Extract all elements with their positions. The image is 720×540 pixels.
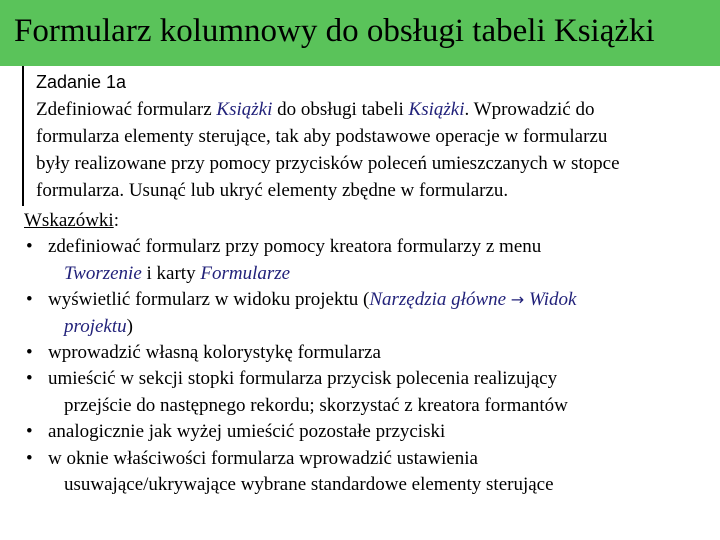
task-box xyxy=(22,66,720,206)
hints-section xyxy=(24,208,714,498)
hint-text: ) xyxy=(126,315,133,337)
bullet: • xyxy=(26,342,33,364)
hint-item xyxy=(24,446,714,499)
task-line xyxy=(36,96,716,123)
hint-item xyxy=(24,234,714,287)
task-description xyxy=(36,96,716,204)
bullet: • xyxy=(26,236,33,258)
task-heading: Zadanie 1a xyxy=(36,72,127,92)
task-line: formularza. Usunąć lub ukryć elementy zbędne w formularzu. xyxy=(36,180,509,201)
hint-text: wprowadzić własną kolorystykę formularza xyxy=(48,342,381,364)
menu-path-emphasis: Narzędzia główne xyxy=(369,289,511,311)
hints-title-colon: : xyxy=(113,210,119,231)
bullet: • xyxy=(26,421,33,443)
task-text-segment: . Wprowadzić do xyxy=(464,99,595,120)
slide-title: Formularz kolumnowy do obsługi tabeli Książki xyxy=(14,13,655,49)
task-text-segment: Zdefiniować formularz xyxy=(36,99,217,120)
hint-item xyxy=(24,366,714,419)
title-bar xyxy=(0,0,720,66)
task-text-segment: do obsługi tabeli xyxy=(272,99,409,120)
hint-list xyxy=(24,234,714,498)
task-line: formularza elementy sterujące, tak aby podstawowe operacje w formularzu xyxy=(36,126,608,147)
hint-text: w oknie właściwości formularza wprowadzić ustawienia xyxy=(48,447,478,469)
bullet: • xyxy=(26,447,33,469)
tab-name-emphasis: Formularze xyxy=(200,262,291,284)
hint-continuation: usuwające/ukrywające wybrane standardowe elementy sterujące xyxy=(64,474,554,496)
hints-heading xyxy=(24,208,714,234)
bullet: • xyxy=(26,368,33,390)
hint-text: zdefiniować formularz przy pomocy kreatora formularzy z menu xyxy=(48,236,542,258)
hint-text: umieścić w sekcji stopki formularza przycisk polecenia realizujący xyxy=(48,368,558,390)
hint-text: i karty xyxy=(141,262,201,284)
table-name-emphasis: Książki xyxy=(408,99,465,120)
task-line: były realizowane przy pomocy przycisków poleceń umieszczanych w stopce xyxy=(36,153,620,174)
hint-text: analogicznie jak wyżej umieścić pozostałe przyciski xyxy=(48,421,446,443)
bullet: • xyxy=(26,289,33,311)
hint-continuation: przejście do następnego rekordu; skorzystać z kreatora formantów xyxy=(64,394,568,416)
hint-item xyxy=(24,340,714,366)
menu-name-emphasis: Tworzenie xyxy=(64,262,142,284)
hints-title: Wskazówki xyxy=(24,210,114,231)
hint-item xyxy=(24,419,714,445)
hint-continuation xyxy=(48,314,714,340)
menu-path-emphasis: Widok xyxy=(524,289,577,311)
hint-text: wyświetlić formularz w widoku projektu ( xyxy=(48,289,370,311)
form-name-emphasis: Książki xyxy=(216,99,273,120)
arrow-right-icon: → xyxy=(510,290,525,310)
hint-continuation xyxy=(48,261,714,287)
hint-item xyxy=(24,287,714,340)
menu-path-emphasis: projektu xyxy=(64,315,127,337)
